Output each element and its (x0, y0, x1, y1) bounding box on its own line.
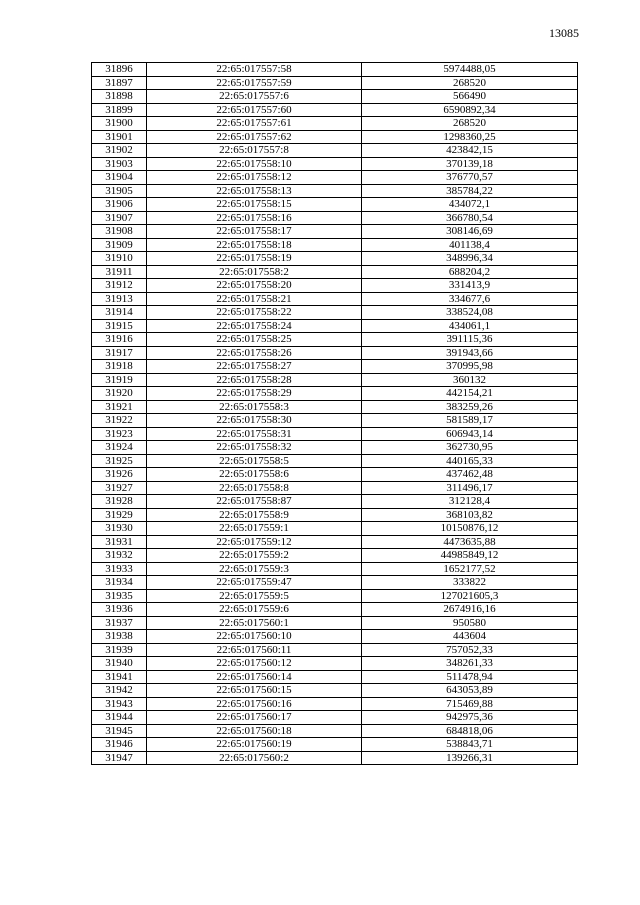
cadastral-number-cell: 22:65:017560:18 (147, 724, 362, 738)
table-row (92, 252, 578, 266)
cadastral-number-cell: 22:65:017558:30 (147, 414, 362, 428)
cadastral-value-cell: 1298360,25 (362, 130, 578, 144)
cadastral-value-cell: 308146,69 (362, 225, 578, 239)
row-index-cell: 31926 (92, 468, 147, 482)
cadastral-number-cell: 22:65:017558:29 (147, 387, 362, 401)
table-row (92, 454, 578, 468)
row-index-cell: 31930 (92, 522, 147, 536)
table-row (92, 279, 578, 293)
cadastral-number-cell: 22:65:017557:8 (147, 144, 362, 158)
row-index-cell: 31911 (92, 265, 147, 279)
cadastral-value-cell: 376770,57 (362, 171, 578, 185)
table-row (92, 144, 578, 158)
row-index-cell: 31925 (92, 454, 147, 468)
row-index-cell: 31927 (92, 481, 147, 495)
cadastral-number-cell: 22:65:017559:12 (147, 535, 362, 549)
row-index-cell: 31937 (92, 616, 147, 630)
cadastral-value-cell: 684818,06 (362, 724, 578, 738)
row-index-cell: 31917 (92, 346, 147, 360)
cadastral-value-table (91, 62, 578, 765)
table-row (92, 225, 578, 239)
cadastral-number-cell: 22:65:017558:2 (147, 265, 362, 279)
cadastral-value-cell: 311496,17 (362, 481, 578, 495)
cadastral-value-cell: 443604 (362, 630, 578, 644)
cadastral-number-cell: 22:65:017558:20 (147, 279, 362, 293)
cadastral-number-cell: 22:65:017558:9 (147, 508, 362, 522)
cadastral-number-cell: 22:65:017557:58 (147, 63, 362, 77)
table-row (92, 103, 578, 117)
row-index-cell: 31909 (92, 238, 147, 252)
row-index-cell: 31933 (92, 562, 147, 576)
cadastral-value-cell: 139266,31 (362, 751, 578, 765)
row-index-cell: 31943 (92, 697, 147, 711)
table-row (92, 603, 578, 617)
cadastral-number-cell: 22:65:017557:6 (147, 90, 362, 104)
cadastral-value-cell: 385784,22 (362, 184, 578, 198)
cadastral-number-cell: 22:65:017560:17 (147, 711, 362, 725)
cadastral-value-cell: 348996,34 (362, 252, 578, 266)
cadastral-number-cell: 22:65:017558:17 (147, 225, 362, 239)
cadastral-value-cell: 5974488,05 (362, 63, 578, 77)
cadastral-number-cell: 22:65:017558:8 (147, 481, 362, 495)
table-row (92, 130, 578, 144)
row-index-cell: 31938 (92, 630, 147, 644)
row-index-cell: 31945 (92, 724, 147, 738)
cadastral-value-cell: 268520 (362, 76, 578, 90)
cadastral-value-cell: 434061,1 (362, 319, 578, 333)
table-row (92, 292, 578, 306)
table-row (92, 76, 578, 90)
row-index-cell: 31904 (92, 171, 147, 185)
cadastral-value-cell: 715469,88 (362, 697, 578, 711)
table-row (92, 63, 578, 77)
table-row (92, 589, 578, 603)
cadastral-number-cell: 22:65:017558:87 (147, 495, 362, 509)
table-row (92, 90, 578, 104)
row-index-cell: 31931 (92, 535, 147, 549)
cadastral-value-cell: 268520 (362, 117, 578, 131)
table-row (92, 643, 578, 657)
row-index-cell: 31918 (92, 360, 147, 374)
table-row (92, 184, 578, 198)
cadastral-number-cell: 22:65:017557:61 (147, 117, 362, 131)
cadastral-value-cell: 391943,66 (362, 346, 578, 360)
cadastral-value-cell: 423842,15 (362, 144, 578, 158)
cadastral-value-cell: 442154,21 (362, 387, 578, 401)
row-index-cell: 31914 (92, 306, 147, 320)
cadastral-value-cell: 440165,33 (362, 454, 578, 468)
table-row (92, 414, 578, 428)
table-row (92, 157, 578, 171)
table-row (92, 360, 578, 374)
table-row (92, 319, 578, 333)
cadastral-number-cell: 22:65:017560:10 (147, 630, 362, 644)
row-index-cell: 31922 (92, 414, 147, 428)
cadastral-value-cell: 127021605,3 (362, 589, 578, 603)
cadastral-value-cell: 643053,89 (362, 684, 578, 698)
table-row (92, 198, 578, 212)
row-index-cell: 31919 (92, 373, 147, 387)
cadastral-number-cell: 22:65:017560:12 (147, 657, 362, 671)
cadastral-number-cell: 22:65:017560:1 (147, 616, 362, 630)
table-row (92, 373, 578, 387)
row-index-cell: 31936 (92, 603, 147, 617)
row-index-cell: 31939 (92, 643, 147, 657)
row-index-cell: 31907 (92, 211, 147, 225)
table-row (92, 481, 578, 495)
row-index-cell: 31896 (92, 63, 147, 77)
table-row (92, 495, 578, 509)
cadastral-number-cell: 22:65:017558:19 (147, 252, 362, 266)
table-row (92, 333, 578, 347)
cadastral-value-cell: 581589,17 (362, 414, 578, 428)
table-body (92, 63, 578, 765)
cadastral-number-cell: 22:65:017558:16 (147, 211, 362, 225)
row-index-cell: 31903 (92, 157, 147, 171)
cadastral-value-cell: 538843,71 (362, 738, 578, 752)
row-index-cell: 31900 (92, 117, 147, 131)
cadastral-number-cell: 22:65:017558:27 (147, 360, 362, 374)
table-row (92, 684, 578, 698)
cadastral-number-cell: 22:65:017558:3 (147, 400, 362, 414)
cadastral-value-cell: 366780,54 (362, 211, 578, 225)
table-row (92, 522, 578, 536)
cadastral-number-cell: 22:65:017558:25 (147, 333, 362, 347)
row-index-cell: 31899 (92, 103, 147, 117)
row-index-cell: 31910 (92, 252, 147, 266)
cadastral-value-cell: 312128,4 (362, 495, 578, 509)
cadastral-number-cell: 22:65:017559:47 (147, 576, 362, 590)
cadastral-value-cell: 360132 (362, 373, 578, 387)
cadastral-number-cell: 22:65:017558:12 (147, 171, 362, 185)
table-row (92, 535, 578, 549)
row-index-cell: 31902 (92, 144, 147, 158)
row-index-cell: 31942 (92, 684, 147, 698)
row-index-cell: 31947 (92, 751, 147, 765)
row-index-cell: 31924 (92, 441, 147, 455)
cadastral-value-cell: 383259,26 (362, 400, 578, 414)
row-index-cell: 31898 (92, 90, 147, 104)
row-index-cell: 31916 (92, 333, 147, 347)
table-row (92, 697, 578, 711)
cadastral-value-cell: 950580 (362, 616, 578, 630)
table-row (92, 427, 578, 441)
row-index-cell: 31928 (92, 495, 147, 509)
table-row (92, 238, 578, 252)
cadastral-number-cell: 22:65:017557:59 (147, 76, 362, 90)
cadastral-number-cell: 22:65:017558:18 (147, 238, 362, 252)
table-row (92, 306, 578, 320)
cadastral-number-cell: 22:65:017559:5 (147, 589, 362, 603)
cadastral-number-cell: 22:65:017558:15 (147, 198, 362, 212)
table-row (92, 171, 578, 185)
row-index-cell: 31946 (92, 738, 147, 752)
cadastral-value-cell: 1652177,52 (362, 562, 578, 576)
row-index-cell: 31913 (92, 292, 147, 306)
cadastral-value-cell: 334677,6 (362, 292, 578, 306)
cadastral-number-cell: 22:65:017558:26 (147, 346, 362, 360)
cadastral-value-cell: 434072,1 (362, 198, 578, 212)
cadastral-value-cell: 44985849,12 (362, 549, 578, 563)
cadastral-number-cell: 22:65:017560:16 (147, 697, 362, 711)
cadastral-value-cell: 338524,08 (362, 306, 578, 320)
row-index-cell: 31901 (92, 130, 147, 144)
row-index-cell: 31940 (92, 657, 147, 671)
cadastral-value-cell: 6590892,34 (362, 103, 578, 117)
row-index-cell: 31897 (92, 76, 147, 90)
cadastral-number-cell: 22:65:017559:3 (147, 562, 362, 576)
row-index-cell: 31934 (92, 576, 147, 590)
cadastral-number-cell: 22:65:017560:19 (147, 738, 362, 752)
table-row (92, 630, 578, 644)
cadastral-number-cell: 22:65:017559:1 (147, 522, 362, 536)
table-row (92, 751, 578, 765)
row-index-cell: 31908 (92, 225, 147, 239)
table-row (92, 265, 578, 279)
cadastral-value-cell: 606943,14 (362, 427, 578, 441)
cadastral-value-cell: 370995,98 (362, 360, 578, 374)
cadastral-number-cell: 22:65:017560:11 (147, 643, 362, 657)
cadastral-value-cell: 391115,36 (362, 333, 578, 347)
cadastral-value-cell: 566490 (362, 90, 578, 104)
row-index-cell: 31935 (92, 589, 147, 603)
cadastral-number-cell: 22:65:017557:60 (147, 103, 362, 117)
table-row (92, 117, 578, 131)
cadastral-value-cell: 2674916,16 (362, 603, 578, 617)
row-index-cell: 31912 (92, 279, 147, 293)
row-index-cell: 31921 (92, 400, 147, 414)
row-index-cell: 31920 (92, 387, 147, 401)
cadastral-value-cell: 688204,2 (362, 265, 578, 279)
cadastral-value-cell: 368103,82 (362, 508, 578, 522)
table-row (92, 400, 578, 414)
row-index-cell: 31944 (92, 711, 147, 725)
cadastral-number-cell: 22:65:017560:15 (147, 684, 362, 698)
table-row (92, 441, 578, 455)
table-row (92, 711, 578, 725)
cadastral-number-cell: 22:65:017558:21 (147, 292, 362, 306)
table-row (92, 549, 578, 563)
cadastral-value-cell: 4473635,88 (362, 535, 578, 549)
table-row (92, 670, 578, 684)
cadastral-value-cell: 437462,48 (362, 468, 578, 482)
table-row (92, 346, 578, 360)
table-row (92, 508, 578, 522)
cadastral-number-cell: 22:65:017558:13 (147, 184, 362, 198)
table-row (92, 657, 578, 671)
row-index-cell: 31905 (92, 184, 147, 198)
cadastral-value-cell: 348261,33 (362, 657, 578, 671)
table-row (92, 724, 578, 738)
cadastral-value-cell: 370139,18 (362, 157, 578, 171)
cadastral-number-cell: 22:65:017558:32 (147, 441, 362, 455)
table-row (92, 562, 578, 576)
table-row (92, 211, 578, 225)
cadastral-number-cell: 22:65:017558:10 (147, 157, 362, 171)
row-index-cell: 31929 (92, 508, 147, 522)
cadastral-number-cell: 22:65:017558:6 (147, 468, 362, 482)
cadastral-number-cell: 22:65:017560:14 (147, 670, 362, 684)
row-index-cell: 31932 (92, 549, 147, 563)
cadastral-number-cell: 22:65:017558:5 (147, 454, 362, 468)
row-index-cell: 31915 (92, 319, 147, 333)
cadastral-number-cell: 22:65:017560:2 (147, 751, 362, 765)
page-number: 13085 (549, 26, 579, 40)
cadastral-value-cell: 333822 (362, 576, 578, 590)
cadastral-number-cell: 22:65:017558:22 (147, 306, 362, 320)
cadastral-number-cell: 22:65:017559:2 (147, 549, 362, 563)
table-row (92, 738, 578, 752)
cadastral-value-cell: 757052,33 (362, 643, 578, 657)
cadastral-number-cell: 22:65:017557:62 (147, 130, 362, 144)
cadastral-number-cell: 22:65:017558:24 (147, 319, 362, 333)
cadastral-value-cell: 362730,95 (362, 441, 578, 455)
cadastral-number-cell: 22:65:017558:31 (147, 427, 362, 441)
cadastral-value-cell: 10150876,12 (362, 522, 578, 536)
cadastral-value-cell: 942975,36 (362, 711, 578, 725)
table-row (92, 468, 578, 482)
row-index-cell: 31923 (92, 427, 147, 441)
cadastral-number-cell: 22:65:017559:6 (147, 603, 362, 617)
table-row (92, 576, 578, 590)
row-index-cell: 31906 (92, 198, 147, 212)
cadastral-value-cell: 401138,4 (362, 238, 578, 252)
table-row (92, 387, 578, 401)
table-row (92, 616, 578, 630)
cadastral-value-cell: 511478,94 (362, 670, 578, 684)
row-index-cell: 31941 (92, 670, 147, 684)
cadastral-value-cell: 331413,9 (362, 279, 578, 293)
cadastral-number-cell: 22:65:017558:28 (147, 373, 362, 387)
